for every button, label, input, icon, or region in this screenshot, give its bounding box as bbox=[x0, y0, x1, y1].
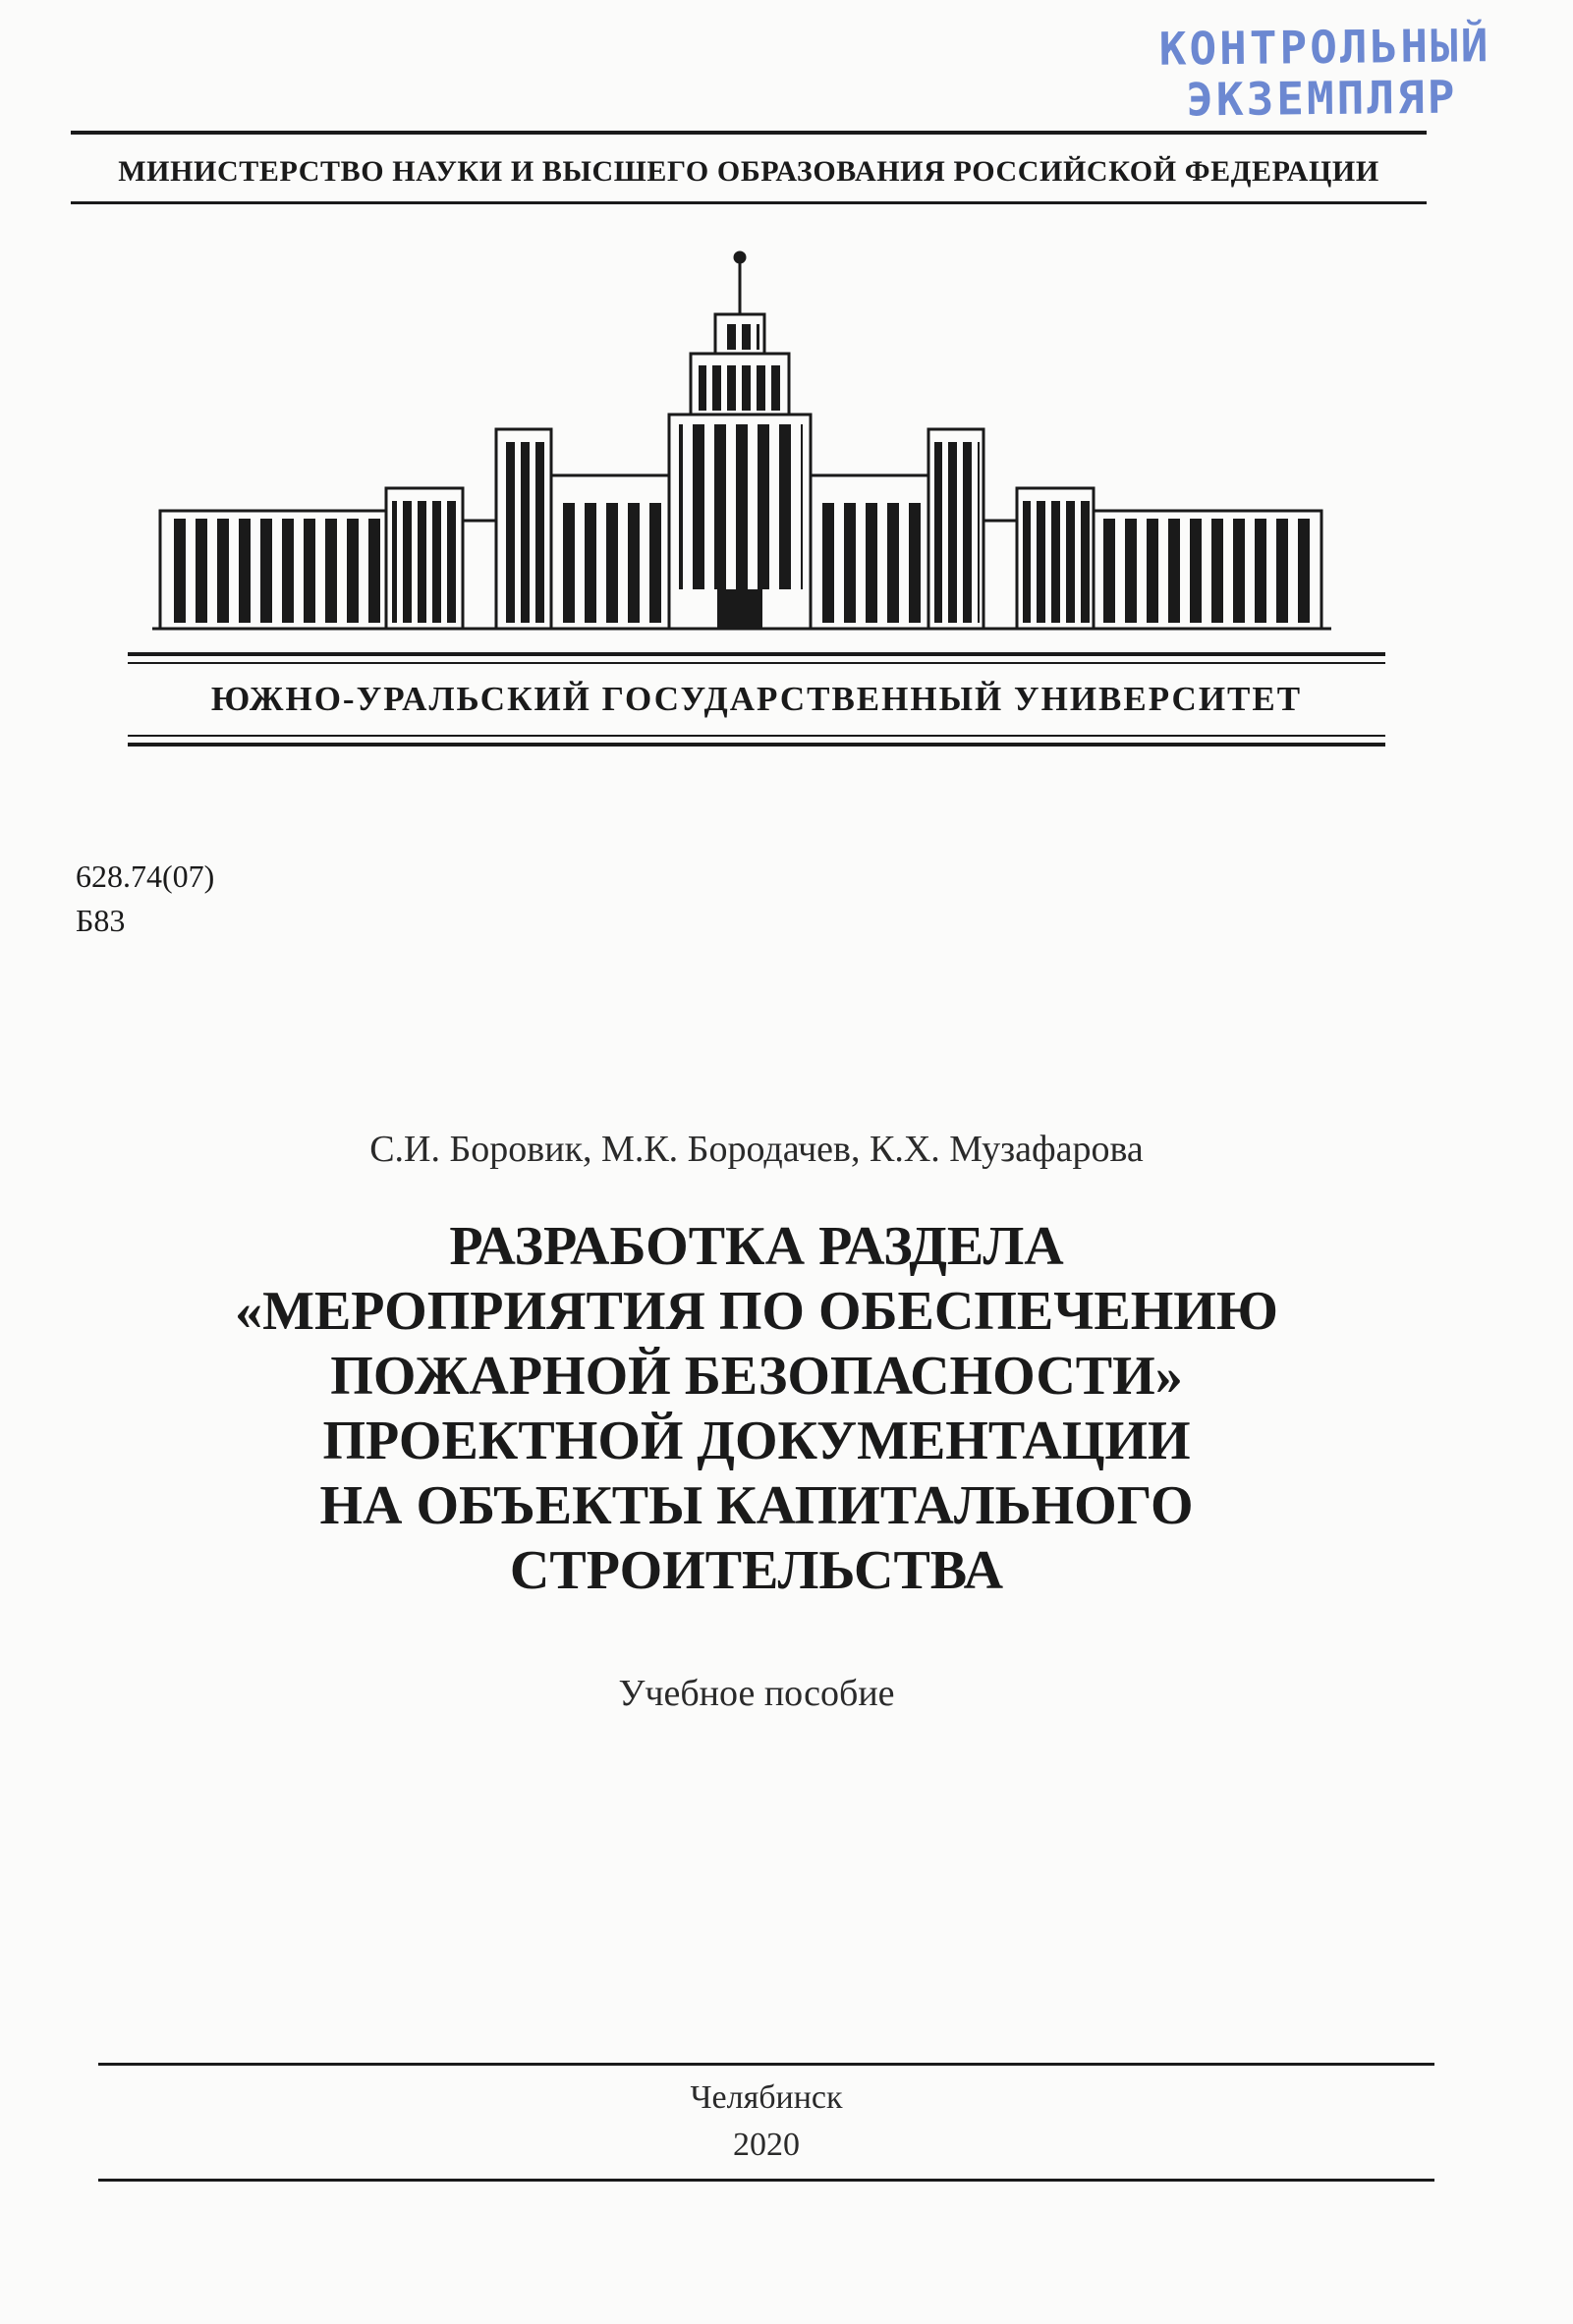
ministry-underline bbox=[71, 201, 1427, 204]
book-authors: С.И. Боровик, М.К. Бородачев, К.Х. Музафарова bbox=[369, 1129, 1144, 1170]
title-line: ПРОЕКТНОЙ ДОКУМЕНТАЦИИ bbox=[322, 1411, 1191, 1471]
title-line: «МЕРОПРИЯТИЯ ПО ОБЕСПЕЧЕНИЮ bbox=[235, 1281, 1278, 1342]
university-name: ЮЖНО-УРАЛЬСКИЙ ГОСУДАРСТВЕННЫЙ УНИВЕРСИТЕТ bbox=[210, 680, 1303, 718]
title-line: РАЗРАБОТКА РАЗДЕЛА bbox=[449, 1216, 1064, 1277]
imprint-year: 2020 bbox=[733, 2127, 800, 2163]
stamp-line-2: ЭКЗЕМПЛЯР bbox=[1185, 70, 1458, 127]
stamp-line-1: КОНТРОЛЬНЫЙ bbox=[1158, 19, 1491, 76]
classification-codes bbox=[76, 855, 214, 943]
university-bottom-rule-1 bbox=[128, 735, 1385, 737]
university-bottom-rule-2 bbox=[128, 743, 1385, 747]
top-rule bbox=[71, 131, 1427, 135]
control-copy-stamp bbox=[1158, 19, 1491, 127]
title-line: НА ОБЪЕКТЫ КАПИТАЛЬНОГО bbox=[319, 1475, 1194, 1536]
imprint bbox=[98, 2075, 1434, 2169]
author-mark-code: Б83 bbox=[76, 903, 126, 938]
title-line: СТРОИТЕЛЬСТВА bbox=[509, 1540, 1004, 1601]
ministry-name: МИНИСТЕРСТВО НАУКИ И ВЫСШЕГО ОБРАЗОВАНИЯ РОССИЙСКОЙ ФЕДЕРАЦИИ bbox=[118, 155, 1379, 188]
university-top-rule-1 bbox=[128, 652, 1385, 656]
title-line: ПОЖАРНОЙ БЕЗОПАСНОСТИ» bbox=[330, 1346, 1183, 1407]
university-building-icon bbox=[152, 248, 1331, 633]
book-title bbox=[0, 1214, 1513, 1603]
footer-bottom-rule bbox=[98, 2179, 1434, 2182]
imprint-city: Челябинск bbox=[690, 2079, 843, 2116]
university-top-rule-2 bbox=[128, 662, 1385, 664]
footer-top-rule bbox=[98, 2063, 1434, 2066]
udc-code: 628.74(07) bbox=[76, 858, 215, 894]
book-type: Учебное пособие bbox=[618, 1673, 895, 1714]
